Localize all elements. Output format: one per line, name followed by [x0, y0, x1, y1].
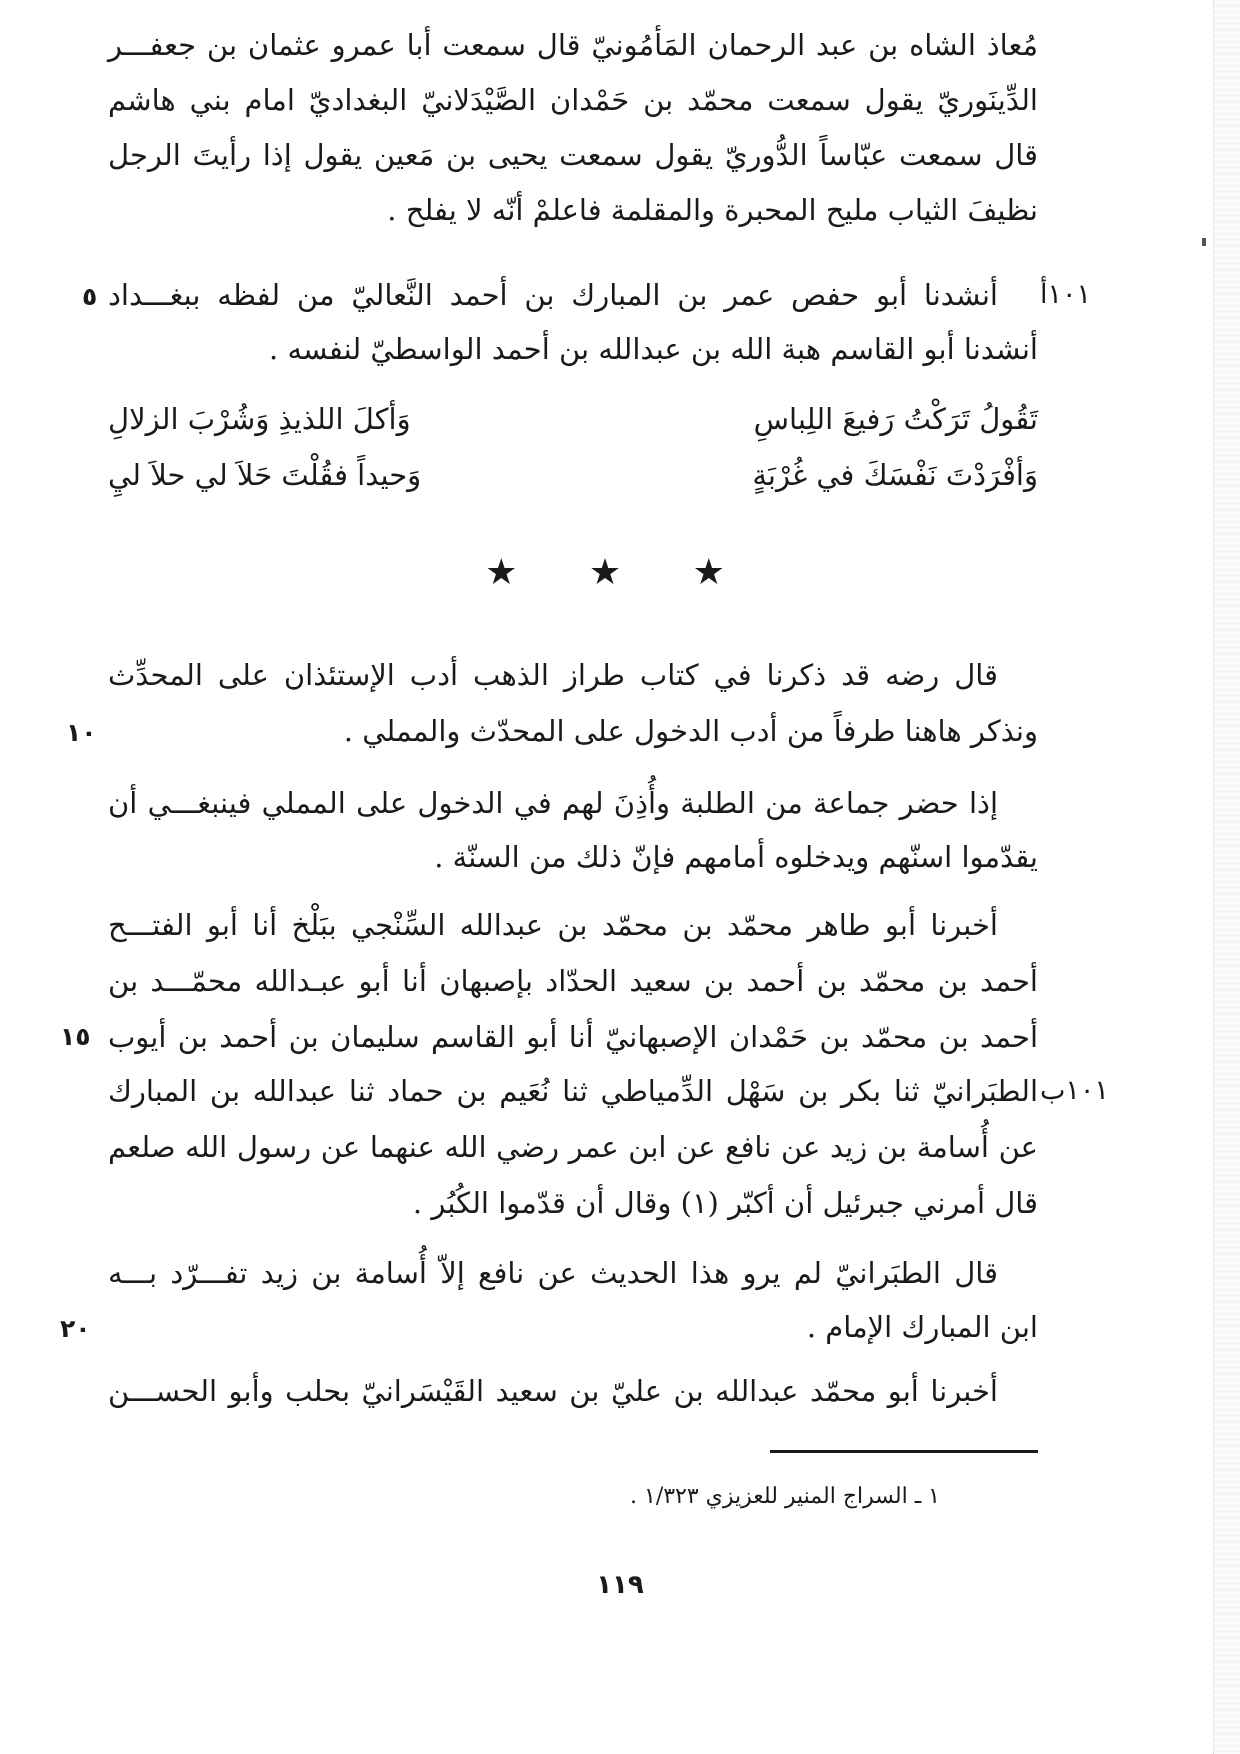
text-line: ابن المبارك الإمام . — [806, 1310, 1038, 1344]
footnote-separator — [770, 1450, 1038, 1453]
text-line: قال الطبَرانيّ لم يرو هذا الحديث عن نافع إلاّ أُسامة بن زيد تفـــرّد بـــه — [108, 1256, 998, 1290]
text-line: ونذكر هاهنا طرفاً من أدب الدخول على المحدّث والمملي . — [343, 714, 1038, 748]
text-line: قال أمرني جبرئيل أن أكبّر (١) وقال أن قدّموا الكُبُر . — [412, 1186, 1038, 1220]
text-line: إذا حضر جماعة من الطلبة وأُذِنَ لهم في الدخول على المملي فينبغـــي أن — [108, 786, 998, 820]
text-line: أحمد بن محمّد بن حَمْدان الإصبهانيّ أنا أبو القاسم سليمان بن أحمد بن أيوب — [108, 1020, 1038, 1054]
scan-mark — [1202, 238, 1206, 246]
verse-line-1 — [108, 402, 1038, 446]
text-line: قال رضه قد ذكرنا في كتاب طراز الذهب أدب الإستئذان على المحدِّث — [108, 658, 998, 692]
footnote: ١ ـ السراج المنير للعزيزي ١/٣٢٣ . — [630, 1484, 940, 1509]
text-line: نظيفَ الثياب مليح المحبرة والمقلمة فاعلمْ أنّه لا يفلح . — [387, 193, 1038, 227]
verse-first-hemistich: وَأفْرَدْتَ نَفْسَكَ في غُرْبَةٍ — [752, 458, 1038, 492]
verse-second-hemistich: وَأكلَ اللذيذِ وَشُرْبَ الزلالِ — [108, 402, 411, 436]
text-line: أخبرنا أبو محمّد عبدالله بن عليّ بن سعيد القَيْسَرانيّ بحلب وأبو الحســـن — [108, 1374, 998, 1408]
text-line: أحمد بن محمّد بن أحمد بن سعيد الحدّاد بإصبهان أنا أبو عبـدالله محمّـــد بن — [108, 964, 1038, 998]
text-line: مُعاذ الشاه بن عبد الرحمان المَأمُونيّ قال سمعت أبا عمرو عثمان بن جعفـــر — [108, 28, 1038, 62]
text-line: عن أُسامة بن زيد عن نافع عن ابن عمر رضي الله عنهما عن رسول الله صلعم — [108, 1130, 1038, 1164]
line-number-20: ٢٠ — [60, 1314, 91, 1343]
text-line: أخبرنا أبو طاهر محمّد بن محمّد بن عبدالله السِّنْجي ببَلْخ أنا أبو الفتـــح — [108, 908, 998, 942]
page-number: ١١٩ — [596, 1570, 644, 1600]
line-number-15: ١٥ — [60, 1022, 91, 1051]
section-divider-stars: ★ ★ ★ — [485, 552, 755, 593]
entry-number-101b: ١٠١ب — [1040, 1075, 1109, 1106]
scan-edge — [1213, 0, 1240, 1754]
text-line: الطبَرانيّ ثنا بكر بن سَهْل الدِّمياطي ثنا نُعَيم بن حماد ثنا عبدالله بن المبارك — [108, 1074, 1038, 1108]
text-line: أنشدنا أبو حفص عمر بن المبارك بن أحمد النَّعاليّ من لفظه ببغـــداد — [108, 278, 998, 312]
verse-second-hemistich: وَحيداً فقُلْتَ حَلاَ لي حلاَ ليِ — [108, 458, 422, 492]
verse-first-hemistich: تَقُولُ تَرَكْتُ رَفيعَ اللِباسِ — [753, 402, 1038, 436]
text-line: قال سمعت عبّاساً الدُّوريّ يقول سمعت يحيى بن مَعين يقول إذا رأيتَ الرجل — [108, 138, 1038, 172]
verse-line-2 — [108, 458, 1038, 502]
line-number-5: ٥ — [82, 282, 98, 311]
line-number-10: ١٠ — [66, 718, 97, 747]
text-line: أنشدنا أبو القاسم هبة الله بن عبدالله بن أحمد الواسطيّ لنفسه . — [269, 332, 1038, 366]
text-line: الدِّينَوريّ يقول سمعت محمّد بن حَمْدان الصَّيْدَلانيّ البغداديّ امام بني هاشم — [108, 83, 1038, 117]
text-line: يقدّموا اسنّهم ويدخلوه أمامهم فإنّ ذلك من السنّة . — [434, 840, 1038, 874]
entry-number-101a: ١٠١أ — [1040, 279, 1092, 310]
